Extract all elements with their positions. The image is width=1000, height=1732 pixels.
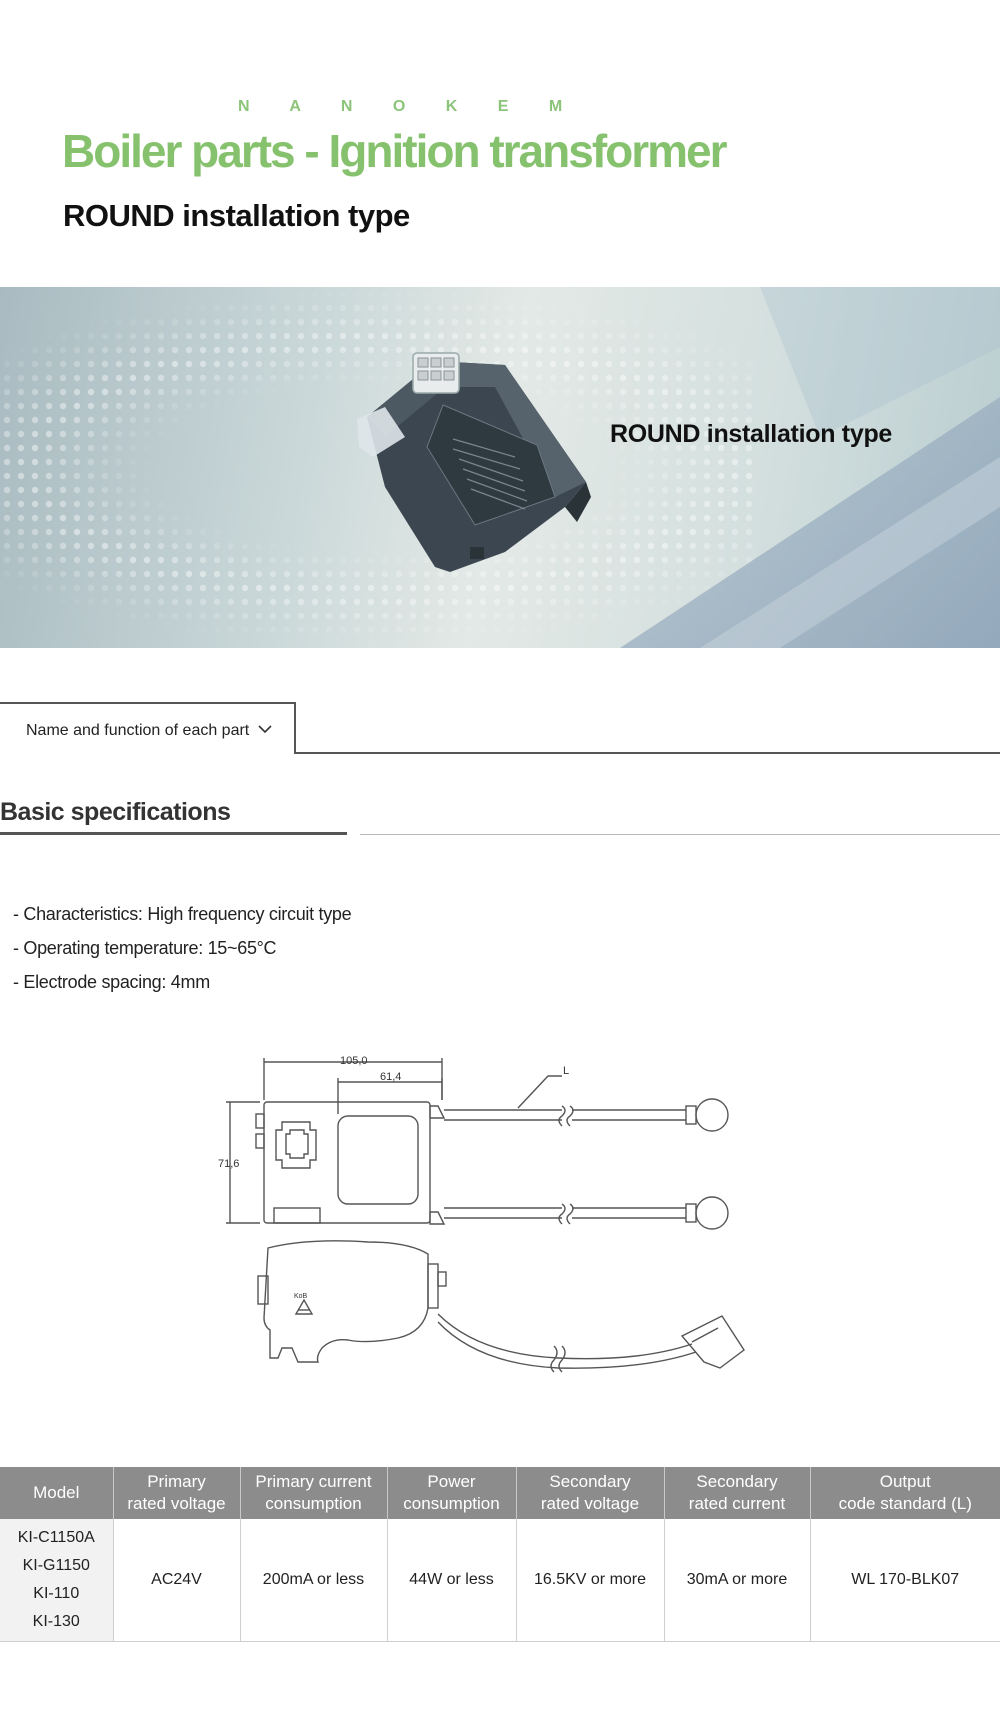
model-name: KI-110 — [33, 1585, 80, 1602]
spec-table — [0, 1467, 1000, 1642]
feature-item: - Characteristics: High frequency circuit type — [13, 904, 352, 924]
product-banner — [0, 287, 1000, 648]
section-title: Basic specifications — [0, 798, 231, 826]
model-cell — [0, 1519, 113, 1642]
cell-secondary-rated-voltage: 16.5KV or more — [516, 1519, 664, 1642]
model-name: KI-130 — [32, 1613, 80, 1630]
technical-drawing — [210, 1050, 770, 1390]
table-row — [0, 1519, 1000, 1642]
feature-item: - Operating temperature: 15~65°C — [13, 938, 277, 958]
section-rule-accent — [0, 832, 347, 835]
chevron-down-icon — [258, 725, 272, 734]
page-title: Boiler parts - Ignition transformer — [62, 125, 726, 177]
tab-label: Name and function of each part — [26, 722, 250, 739]
header-primary-rated-voltage: Primary rated voltage — [113, 1467, 240, 1519]
tab-bar — [0, 702, 1000, 754]
cell-secondary-rated-current: 30mA or more — [664, 1519, 810, 1642]
banner-label: ROUND installation type — [610, 420, 893, 448]
tab-name-and-function[interactable] — [0, 702, 296, 754]
header-secondary-rated-voltage: Secondary rated voltage — [516, 1467, 664, 1519]
dimension-height: 71,6 — [218, 1158, 240, 1170]
cell-primary-current: 200mA or less — [240, 1519, 387, 1642]
cell-primary-rated-voltage: AC24V — [113, 1519, 240, 1642]
section-rule — [360, 834, 1000, 835]
cell-output-code: WL 170-BLK07 — [810, 1519, 1000, 1642]
brand-name: N A N O K E M — [238, 98, 581, 115]
header-secondary-rated-current: Secondary rated current — [664, 1467, 810, 1519]
header-power-consumption: Power consumption — [387, 1467, 516, 1519]
cell-power-consumption: 44W or less — [387, 1519, 516, 1642]
dimension-lead-length: L — [563, 1065, 570, 1077]
page-subtitle: ROUND installation type — [63, 198, 410, 233]
certification-mark: KoB — [294, 1293, 308, 1300]
model-name: KI-G1150 — [22, 1557, 90, 1574]
table-header-row — [0, 1467, 1000, 1519]
header-model: Model — [0, 1467, 113, 1519]
header-output-code: Output code standard (L) — [810, 1467, 1000, 1519]
tab-bar-rule — [296, 752, 1000, 754]
dimension-width: 105,0 — [340, 1055, 368, 1067]
feature-list — [13, 903, 351, 1005]
model-name: KI-C1150A — [17, 1529, 95, 1546]
feature-item: - Electrode spacing: 4mm — [13, 972, 210, 992]
ignition-transformer-image — [355, 347, 595, 577]
header-primary-current: Primary current consumption — [240, 1467, 387, 1519]
dimension-inner-width: 61,4 — [380, 1071, 402, 1083]
